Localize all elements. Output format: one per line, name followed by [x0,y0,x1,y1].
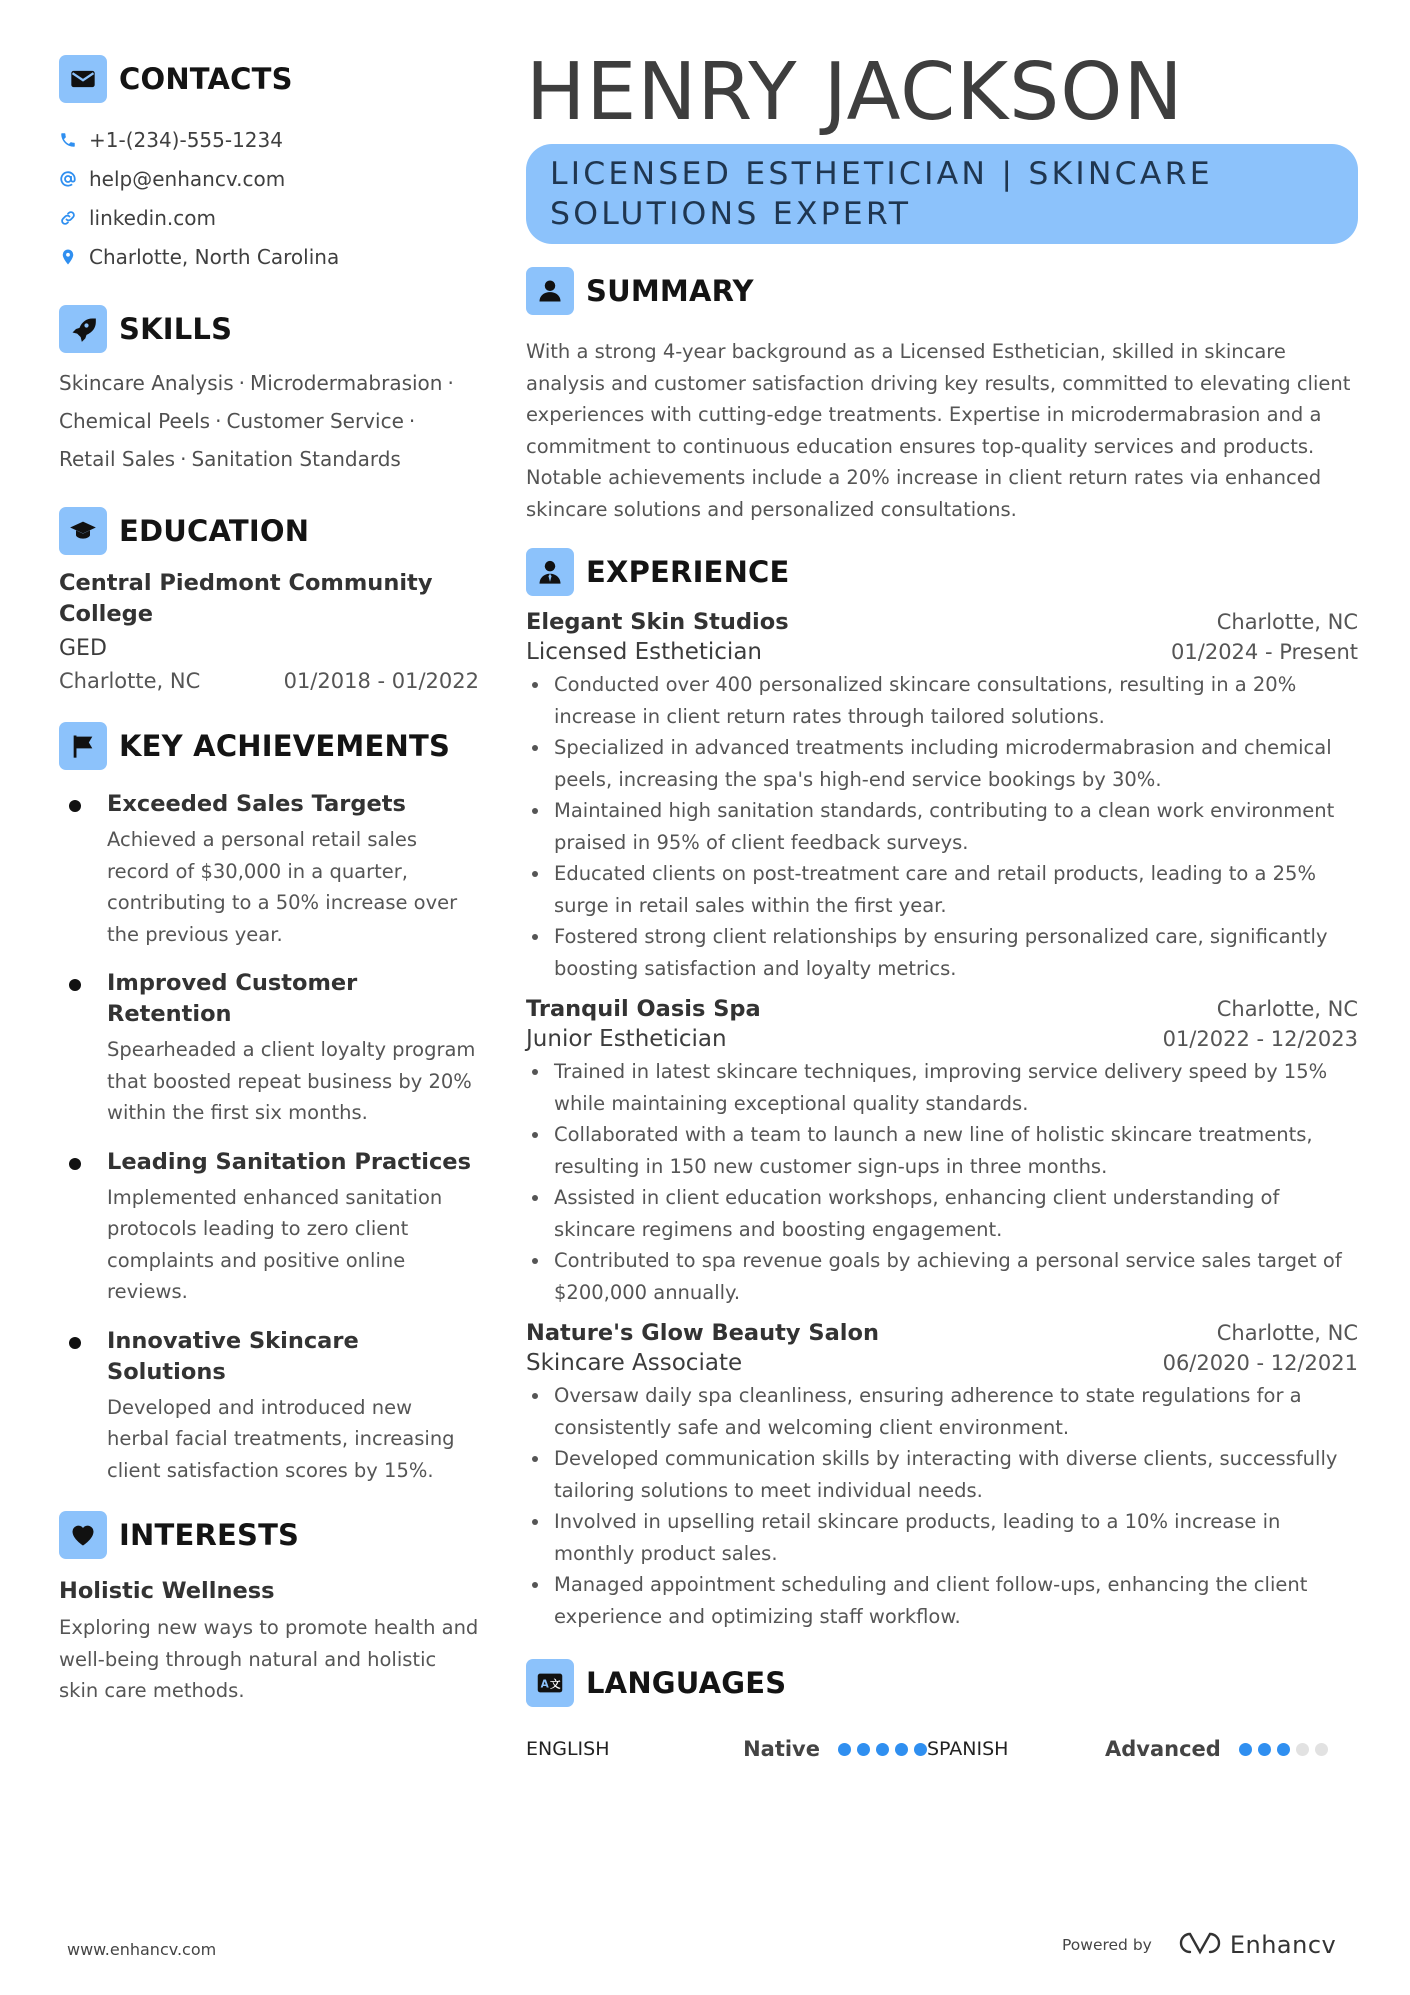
interests-header [59,1510,479,1560]
section-title: SKILLS [119,312,233,346]
language-item [927,1737,1358,1761]
skill-separator: · [408,409,416,433]
section-title: LANGUAGES [586,1666,787,1700]
contact-phone[interactable] [59,120,479,159]
job-header [526,609,1358,635]
location-pin-icon [59,248,77,266]
summary-header [526,266,1358,316]
experience-header [526,547,1358,597]
section-title: INTERESTS [119,1518,300,1552]
heart-icon [59,1511,107,1559]
section-title: KEY ACHIEVEMENTS [119,729,451,763]
achievement-desc: Achieved a personal retail sales record of $30,000 in a quarter, contributing to a 50% increase over the previous year. [107,828,458,946]
job-bullet: Contributed to spa revenue goals by achieving a personal service sales target of $200,000 annually. [526,1245,1358,1308]
job-subheader [526,639,1358,665]
skill-item: Sanitation Standards [191,447,401,471]
job-bullets [526,669,1358,984]
skill-item: Chemical Peels [59,409,211,433]
job-bullet: Oversaw daily spa cleanliness, ensuring adherence to state regulations for a consistently safe and welcoming client environment. [526,1380,1358,1443]
job-bullets [526,1056,1358,1308]
bullet-dot [69,979,81,991]
contact-linkedin[interactable] [59,198,479,237]
contacts-list [59,120,479,276]
skill-separator: · [180,447,187,471]
job-bullet: Managed appointment scheduling and client follow-ups, enhancing the client experience and optimizing staff workflow. [526,1569,1358,1632]
language-item [526,1737,927,1761]
skill-separator: · [447,371,454,395]
contacts-header [59,54,479,104]
rating-dot-filled [838,1743,851,1756]
achievement-desc: Spearheaded a client loyalty program that boosted repeat business by 20% within the first six months. [107,1038,476,1124]
phone-icon [59,131,77,149]
job-location: Charlotte, NC [1216,610,1358,634]
job-dates: 01/2024 - Present [1171,640,1358,664]
rating-dot-empty [1296,1743,1309,1756]
education-degree: GED [59,636,107,661]
job-company: Nature's Glow Beauty Salon [526,1320,879,1346]
rating-dot-filled [1277,1743,1290,1756]
job-dates: 06/2020 - 12/2021 [1162,1351,1358,1375]
job-subheader [526,1026,1358,1052]
rating-dot-filled [914,1743,927,1756]
contact-email[interactable] [59,159,479,198]
achievement-item [59,1326,479,1487]
job-bullet: Developed communication skills by interacting with diverse clients, successfully tailoring solutions to meet individual needs. [526,1443,1358,1506]
achievements-header [59,721,479,771]
language-name: ENGLISH [526,1738,610,1760]
achievement-title: Innovative Skincare Solutions [107,1327,359,1385]
interest-desc: Exploring new ways to promote health and well-being through natural and holistic skin care methods. [59,1616,479,1702]
section-title: EDUCATION [119,514,310,548]
bullet-dot [69,1158,81,1170]
rocket-icon [59,305,107,353]
svg-text:文: 文 [550,1678,561,1691]
job-bullet: Conducted over 400 personalized skincare consultations, resulting in a 20% increase in client return rates through tailored solutions. [526,669,1358,732]
education-dates: 01/2018 - 01/2022 [283,669,479,693]
skill-item: Retail Sales [59,447,176,471]
phone-text: +1-(234)-555-1234 [89,127,283,152]
graduation-cap-icon [59,507,107,555]
linkedin-text: linkedin.com [89,205,216,230]
rating-dot-empty [1315,1743,1328,1756]
user-icon [526,267,574,315]
job-company: Tranquil Oasis Spa [526,996,761,1022]
job-location: Charlotte, NC [1216,1321,1358,1345]
skill-item: Skincare Analysis [59,371,234,395]
skill-item: Customer Service [226,409,404,433]
skills-list [59,364,479,478]
job-company: Elegant Skin Studios [526,609,789,635]
skill-item: Microdermabrasion [249,371,443,395]
left-column [59,54,479,1707]
footer-website[interactable]: www.enhancv.com [67,1940,217,1959]
job-bullets [526,1380,1358,1632]
job-bullet: Fostered strong client relationships by ensuring personalized care, significantly boosting satisfaction and loyalty metrics. [526,921,1358,984]
enhancv-logo-icon [1178,1930,1222,1960]
job-bullet: Trained in latest skincare techniques, improving service delivery speed by 15% while maintaining exceptional quality standards. [526,1056,1358,1119]
svg-text:A: A [540,1678,549,1691]
job-entry [526,609,1358,984]
job-bullet: Involved in upselling retail skincare products, leading to a 10% increase in monthly product sales. [526,1506,1358,1569]
rating-dot-filled [895,1743,908,1756]
language-level: Native [743,1737,820,1761]
job-role: Licensed Esthetician [526,639,762,665]
rating-dot-filled [1239,1743,1252,1756]
languages-header [526,1658,1358,1708]
achievement-desc: Implemented enhanced sanitation protocols leading to zero client complaints and positive online reviews. [107,1185,443,1303]
job-bullet: Collaborated with a team to launch a new line of holistic skincare treatments, resulting in 150 new customer sign-ups in three months. [526,1119,1358,1182]
at-icon [59,170,77,188]
achievement-item [59,789,479,950]
job-bullet: Specialized in advanced treatments including microdermabrasion and chemical peels, increasing the spa's high-end service bookings by 30%. [526,732,1358,795]
rating-dot-filled [857,1743,870,1756]
job-role: Junior Esthetician [526,1026,727,1052]
title-banner [526,144,1358,244]
interest-title: Holistic Wellness [59,1578,275,1604]
achievement-title: Leading Sanitation Practices [107,1148,471,1175]
achievement-title: Improved Customer Retention [107,970,358,1027]
language-rating [1239,1743,1328,1756]
education-meta [59,669,479,693]
brand-name: Enhancv [1229,1931,1337,1959]
language-rating [838,1743,927,1756]
job-bullet: Educated clients on post-treatment care and retail products, leading to a 25% surge in retail sales within the first year. [526,858,1358,921]
skill-separator: · [215,409,222,433]
language-level: Advanced [1105,1737,1221,1761]
candidate-title: LICENSED ESTHETICIAN | SKINCARE SOLUTIONS EXPERT [550,156,1213,232]
job-header [526,1320,1358,1346]
job-header [526,996,1358,1022]
language-name: SPANISH [927,1738,1009,1760]
user-tie-icon [526,548,574,596]
achievement-item [59,968,479,1129]
candidate-name: HENRY JACKSON [526,46,1184,138]
rating-dot-filled [1258,1743,1271,1756]
bullet-dot [69,1337,81,1349]
job-entry [526,1320,1358,1632]
achievement-item [59,1147,479,1308]
achievement-desc: Developed and introduced new herbal facial treatments, increasing client satisfaction scores by 15%. [107,1395,455,1482]
rating-dot-filled [876,1743,889,1756]
link-icon [59,209,77,227]
achievements-list [59,789,479,1486]
job-bullet: Maintained high sanitation standards, contributing to a clean work environment praised in 95% of client feedback surveys. [526,795,1358,858]
flag-icon [59,722,107,770]
job-dates: 01/2022 - 12/2023 [1162,1027,1358,1051]
right-column [526,44,1358,1764]
skills-header [59,304,479,354]
summary-text: With a strong 4-year background as a Licensed Esthetician, skilled in skincare analysis and customer satisfaction driving key results, committed to elevating client experiences with cutting-edge treatments. Expertise in microdermabrasion and a commitment to continuous education ensures top-quality services and products. Notable achievements include a 20% increase in client return rates via enhanced skincare solutions and personalized consultations. [526,340,1351,521]
skill-separator: · [238,371,245,395]
job-entry [526,996,1358,1308]
job-role: Skincare Associate [526,1350,743,1376]
languages-row [526,1734,1358,1764]
envelope-icon [59,55,107,103]
job-bullet: Assisted in client education workshops, enhancing client understanding of skincare regimens and boosting engagement. [526,1182,1358,1245]
powered-by-text: Powered by [1062,1936,1152,1954]
section-title: EXPERIENCE [586,555,790,589]
job-location: Charlotte, NC [1216,997,1358,1021]
achievement-title: Exceeded Sales Targets [107,791,406,817]
education-school: Central Piedmont Community College [59,570,433,627]
contact-location [59,237,479,276]
footer-branding [1062,1930,1336,1960]
job-subheader [526,1350,1358,1376]
email-text: help@enhancv.com [89,166,286,191]
language-icon [526,1659,574,1707]
education-header [59,506,479,556]
bullet-dot [69,800,81,812]
section-title: CONTACTS [119,62,293,96]
education-location: Charlotte, NC [59,669,201,693]
location-text: Charlotte, North Carolina [89,244,340,269]
section-title: SUMMARY [586,274,754,308]
